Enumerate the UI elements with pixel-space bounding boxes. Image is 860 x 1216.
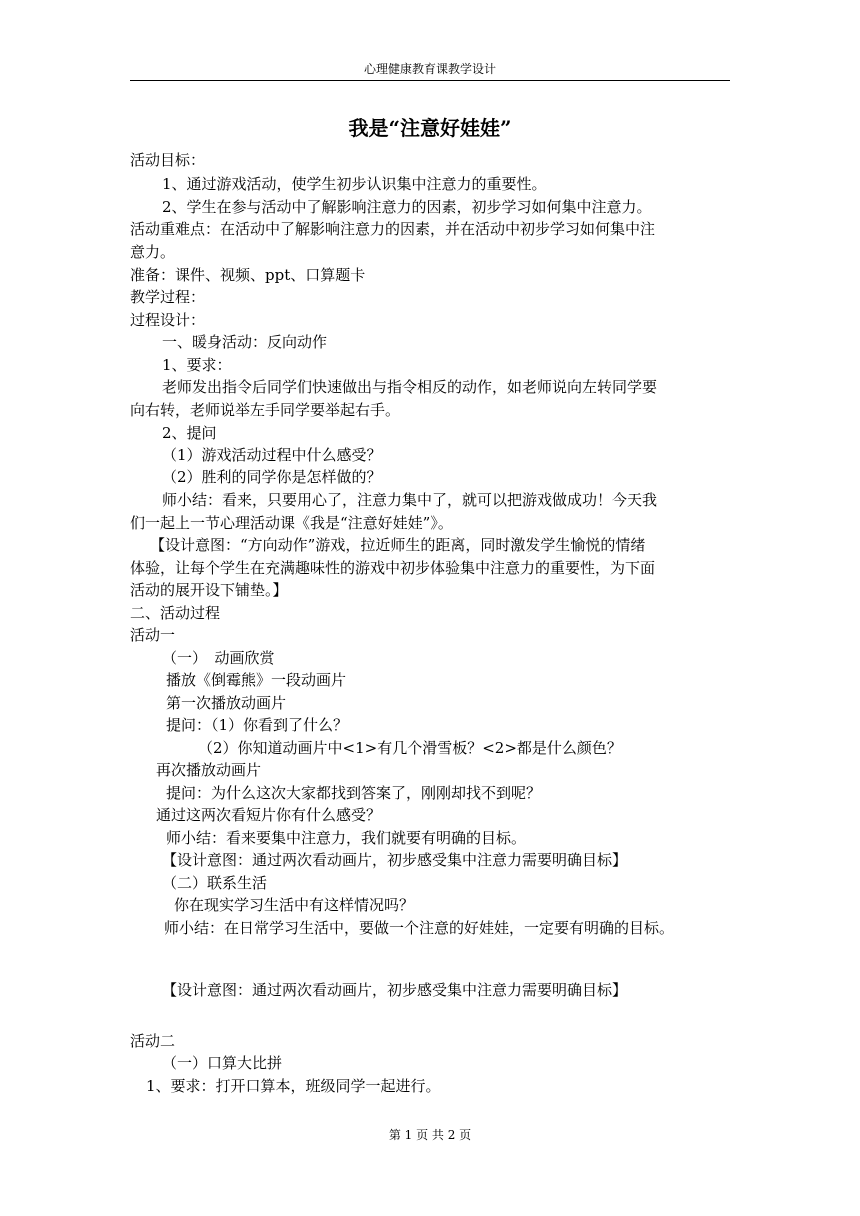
document-title: 我是“注意好娃娃” <box>348 116 512 140</box>
body-line: 师小结：在日常学习生活中，要做一个注意的好娃娃，一定要有明确的目标。 <box>164 919 675 937</box>
body-line: 准备：课件、视频、ppt、口算题卡 <box>130 266 366 284</box>
body-line: 播放《倒霉熊》一段动画片 <box>166 671 347 689</box>
body-line: 1、要求： <box>162 356 232 374</box>
body-line: 【设计意图：通过两次看动画片，初步感受集中注意力需要明确目标】 <box>162 851 628 869</box>
page-footer: 第 1 页 共 2 页 <box>388 1128 472 1142</box>
body-line: 师小结：看来，只要用心了，注意力集中了，就可以把游戏做成功！今天我 <box>162 491 658 509</box>
body-line: 再次播放动画片 <box>156 761 262 779</box>
body-line: 1、要求：打开口算本，班级同学一起进行。 <box>146 1077 441 1095</box>
body-line: 活动的展开设下铺垫。】 <box>130 581 288 599</box>
body-line: 【设计意图：通过两次看动画片，初步感受集中注意力需要明确目标】 <box>162 981 628 999</box>
body-line: 提问：（1）你看到了什么？ <box>166 716 349 734</box>
body-line: 老师发出指令后同学们快速做出与指令相反的动作，如老师说向左转同学要 <box>162 378 658 396</box>
body-line: 们一起上一节心理活动课《我是“注意好娃娃”》。 <box>130 514 453 532</box>
body-line: 活动目标： <box>130 151 206 169</box>
body-line: 【设计意图：“方向动作”游戏，拉近师生的距离，同时激发学生愉悦的情绪 <box>150 536 646 554</box>
body-line: 教学过程： <box>130 288 206 306</box>
body-line: （二）联系生活 <box>162 874 268 892</box>
body-line: （2）胜利的同学你是怎样做的？ <box>162 468 382 486</box>
body-line: 向右转，老师说举左手同学要举起右手。 <box>130 401 401 419</box>
body-line: 活动重难点：在活动中了解影响注意力的因素，并在活动中初步学习如何集中注 <box>130 220 656 238</box>
body-line: 2、学生在参与活动中了解影响注意力的因素，初步学习如何集中注意力。 <box>162 198 652 216</box>
body-line: 第一次播放动画片 <box>166 694 287 712</box>
header-divider <box>130 80 730 81</box>
body-line: 体验，让每个学生在充满趣味性的游戏中初步体验集中注意力的重要性，为下面 <box>130 559 656 577</box>
body-line: 活动一 <box>130 626 176 644</box>
body-line: 通过这两次看短片你有什么感受？ <box>156 806 382 824</box>
body-line: 意力。 <box>130 243 176 261</box>
body-line: 活动二 <box>130 1032 176 1050</box>
body-line: （2）你知道动画片中<1>有几个滑雪板？<2>都是什么颜色？ <box>198 739 622 757</box>
body-line: 1、通过游戏活动，使学生初步认识集中注意力的重要性。 <box>162 175 547 193</box>
body-line: 二、活动过程 <box>130 604 221 622</box>
body-line: 提问：为什么这次大家都找到答案了，刚刚却找不到呢？ <box>166 784 542 802</box>
body-line: （一） 动画欣赏 <box>162 649 275 667</box>
body-line: 2、提问 <box>162 424 217 442</box>
body-line: （一）口算大比拼 <box>162 1054 283 1072</box>
body-line: 师小结：看来要集中注意力，我们就要有明确的目标。 <box>166 829 527 847</box>
body-line: 过程设计： <box>130 311 206 329</box>
page-header: 心理健康教育课教学设计 <box>363 62 496 76</box>
body-line: 你在现实学习生活中有这样情况吗？ <box>174 896 415 914</box>
body-line: （1）游戏活动过程中什么感受？ <box>162 446 382 464</box>
body-line: 一、暖身活动：反向动作 <box>162 333 328 351</box>
